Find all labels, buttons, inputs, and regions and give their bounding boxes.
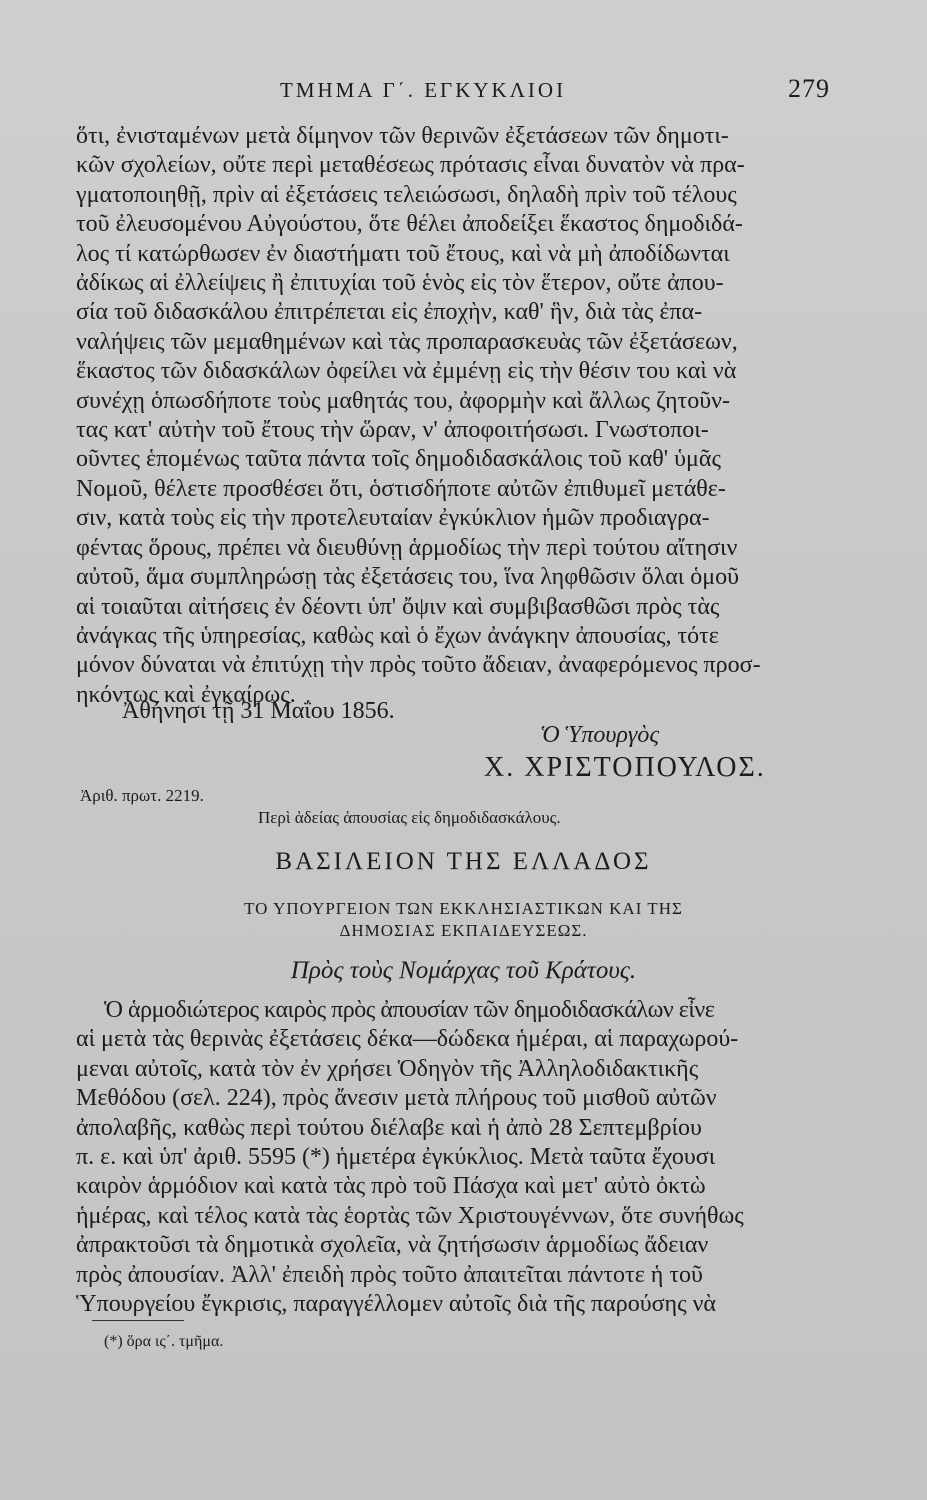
text-line: ἕκαστος τῶν διδασκάλων ὀφείλει νὰ ἐμμένῃ εἰς τὴν θέσιν του καὶ νὰ <box>76 358 737 385</box>
text-line: αὐτοῦ, ἅμα συμπληρώσῃ τὰς ἐξετάσεις του, ἵνα ληφθῶσιν ὅλαι ὁμοῦ <box>76 564 740 591</box>
text-line: ναλήψεις τῶν μεμαθημένων καὶ τὰς προπαρασκευὰς τῶν ἐξετάσεων, <box>76 328 738 355</box>
text-line: μόνον δύναται νὰ ἐπιτύχῃ τὴν πρὸς τοῦτο ἄδειαν, ἀναφερόμενος προσ- <box>76 652 761 679</box>
text-line: σιν, κατὰ τοὺς εἰς τὴν προτελευταίαν ἐγκύκλιον ἡμῶν προδιαγρα- <box>76 505 710 532</box>
page-number: 279 <box>788 74 830 103</box>
signature-name: Χ. ΧΡΙΣΤΟΠΟΥΛΟΣ. <box>484 752 766 783</box>
text-line: οῦντες ἑπομένως ταῦτα πάντα τοῖς δημοδιδασκάλοις τοῦ καθ' ὑμᾶς <box>76 446 721 473</box>
text-line: ηκόντως καὶ ἐγκαίρως. <box>76 681 296 708</box>
body-text-top <box>76 122 818 710</box>
body-text-bottom <box>76 996 818 1319</box>
text-line: λος τί κατώρθωσεν ἐν διαστήματι τοῦ ἔτους, καὶ νὰ μὴ ἀποδίδωνται <box>76 240 730 267</box>
addressee-line: Πρὸς τοὺς Νομάρχας τοῦ Κράτους. <box>290 957 637 984</box>
text-line: πρὸς ἀπουσίαν. Ἀλλ' ἐπειδὴ πρὸς τοῦτο ἀπαιτεῖται πάντοτε ἡ τοῦ <box>76 1261 703 1288</box>
text-line: ὅτι, ἐνισταμένων μετὰ δίμηνον τῶν θερινῶν ἐξετάσεων τῶν δημοτι- <box>76 123 729 149</box>
text-line: Νομοῦ, θέλετε προσθέσει ὅτι, ὁστισδήποτε αὐτῶν ἐπιθυμεῖ μετάθε- <box>76 475 726 502</box>
text-line: Μεθόδου (σελ. 224), πρὸς ἄνεσιν μετὰ πλήρους τοῦ μισθοῦ αὐτῶν <box>76 1085 717 1112</box>
footnote-rule <box>92 1320 184 1321</box>
ministry-line: ΔΗΜΟΣΙΑΣ ΕΚΠΑΙΔΕΥΣΕΩΣ. <box>339 921 588 940</box>
text-line: τας κατ' αὐτὴν τοῦ ἔτους τὴν ὥραν, ν' ἀποφοιτήσωσι. Γνωστοποι- <box>76 417 709 444</box>
text-line: γματοποιηθῇ, πρὶν αἱ ἐξετάσεις τελειώσωσι, δηλαδὴ πρὶν τοῦ τέλους <box>76 181 737 208</box>
text-line: φέντας ὅρους, πρέπει νὰ διευθύνῃ ἁρμοδίως τὴν περὶ τούτου αἴτησιν <box>76 534 738 561</box>
text-line: ἀπολαβῆς, καθὼς περὶ τούτου διέλαβε καὶ ἡ ἀπὸ 28 Σεπτεμβρίου <box>76 1114 702 1141</box>
ministry-heading <box>0 898 927 942</box>
text-line: μεναι αὐτοῖς, κατὰ τὸν ἐν χρήσει Ὁδηγὸν τῆς Ἀλληλοδιδακτικῆς <box>76 1055 699 1082</box>
text-line: σία τοῦ διδασκάλου ἐπιτρέπεται εἰς ἐποχὴν, καθ' ἣν, διὰ τὰς ἐπα- <box>76 299 703 326</box>
ministry-line: ΤΟ ΥΠΟΥΡΓΕΙΟΝ ΤΩΝ ΕΚΚΛΗΣΙΑΣΤΙΚΩΝ ΚΑΙ ΤΗΣ <box>244 899 683 918</box>
text-line: ἀπρακτοῦσι τὰ δημοτικὰ σχολεῖα, νὰ ζητήσωσιν ἁρμοδίως ἄδειαν <box>76 1232 709 1259</box>
text-line: ἡμέρας, καὶ τέλος κατὰ τὰς ἑορτὰς τῶν Χριστουγέννων, ὅτε συνήθως <box>76 1202 744 1229</box>
text-line: αἱ μετὰ τὰς θερινὰς ἐξετάσεις δέκα—δώδεκα ἡμέραι, αἱ παραχωρού- <box>76 1026 739 1053</box>
text-line: π. ε. καὶ ὑπ' ἀριθ. 5595 (*) ἡμετέρα ἐγκύκλιος. Μετὰ ταῦτα ἔχουσι <box>76 1144 716 1171</box>
date-line: Ἀθήνησι τῇ 31 Μαΐου 1856. <box>122 698 395 724</box>
text-line: τοῦ ἐλευσομένου Αὐγούστου, ὅτε θέλει ἀποδείξει ἕκαστος δημοδιδά- <box>76 211 743 238</box>
footnote: (*) ὅρα ις΄. τμῆμα. <box>104 1333 224 1350</box>
text-line: Ὑπουργείου ἔγκρισις, παραγγέλλομεν αὐτοῖς διὰ τῆς παρούσης νὰ <box>76 1291 716 1318</box>
circular-subject: Περὶ ἀδείας ἀπουσίας εἰς δημοδιδασκάλους. <box>258 808 561 827</box>
signature-title: Ὁ Ὑπουργὸς <box>540 722 660 748</box>
running-title: ΤΜΗΜΑ Γ΄. ΕΓΚΥΚΛΙΟΙ <box>280 78 567 102</box>
text-line: κῶν σχολείων, οὔτε περὶ μεταθέσεως πρότασις εἶναι δυνατὸν νὰ πρα- <box>76 152 745 179</box>
protocol-number: Ἀριθ. πρωτ. 2219. <box>80 786 204 805</box>
text-line: συνέχῃ ὁπωσδήποτε τοὺς μαθητάς του, ἀφορμὴν καὶ ἄλλως ζητοῦν- <box>76 387 730 414</box>
text-line: αἱ τοιαῦται αἰτήσεις ἐν δέοντι ὑπ' ὄψιν καὶ συμβιβασθῶσι πρὸς τὰς <box>76 593 720 620</box>
text-line: Ὁ ἁρμοδιώτερος καιρὸς πρὸς ἀπουσίαν τῶν δημοδιδασκάλων εἶνε <box>104 997 715 1023</box>
text-line: ἀνάγκας τῆς ὑπηρεσίας, καθὼς καὶ ὁ ἔχων ἀνάγκην ἀπουσίας, τότε <box>76 622 719 649</box>
text-line: ἀδίκως αἱ ἐλλείψεις ἢ ἐπιτυχίαι τοῦ ἑνὸς εἰς τὸν ἕτερον, οὔτε ἀπου- <box>76 270 724 297</box>
text-line: καιρὸν ἁρμόδιον καὶ κατὰ τὰς πρὸ τοῦ Πάσχα καὶ μετ' αὐτὸ ὀκτὼ <box>76 1173 706 1200</box>
page-header <box>70 74 830 108</box>
kingdom-heading: ΒΑΣΙΛΕΙΟΝ ΤΗΣ ΕΛΛΑΔΟΣ <box>275 848 652 875</box>
